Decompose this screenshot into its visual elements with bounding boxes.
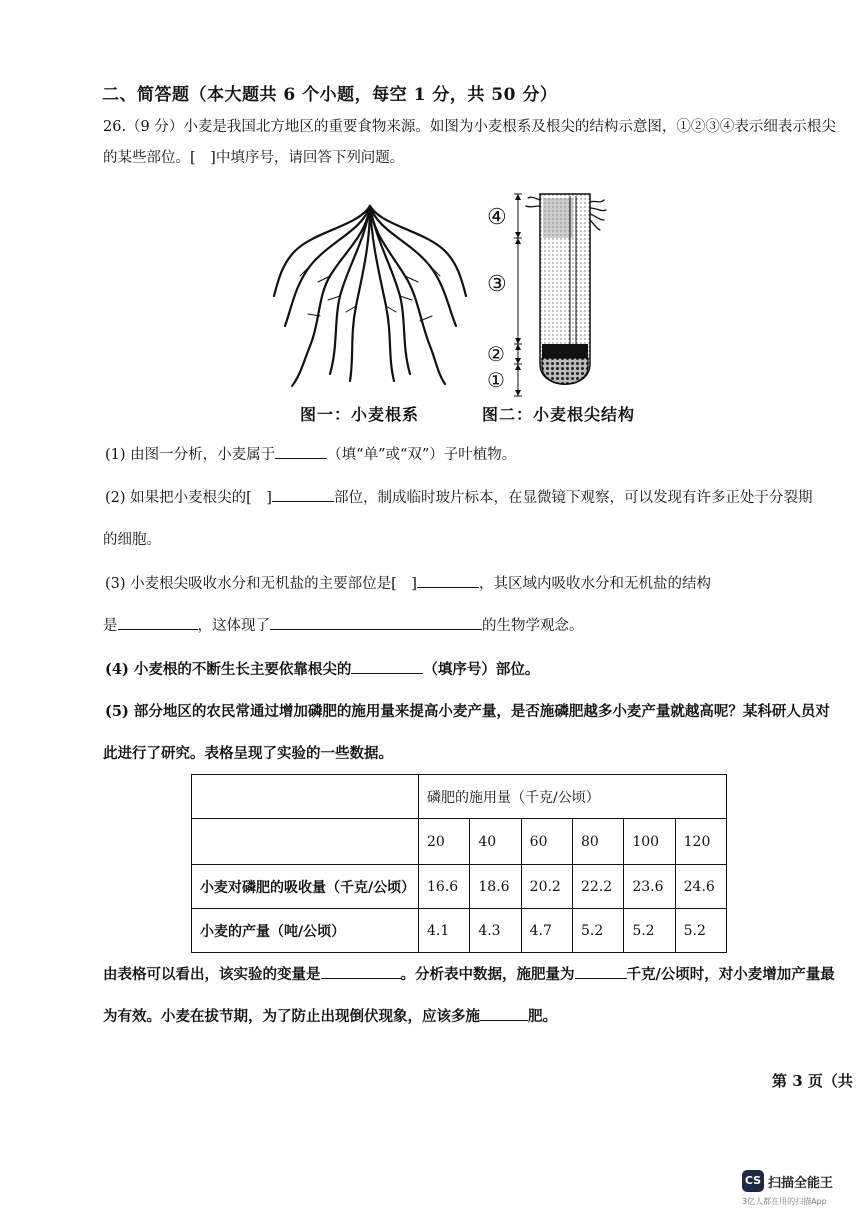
question-intro-line1: 26.（9 分）小麦是我国北方地区的重要食物来源。如图为小麦根系及根尖的结构示意图，①②③④表示细表示根尖 xyxy=(103,119,836,135)
table-cell: 5.2 xyxy=(624,909,675,953)
table-cell: 80 xyxy=(572,819,623,865)
figure2-caption: 图二：小麦根尖结构 xyxy=(482,405,636,424)
experiment-table xyxy=(191,774,727,953)
table-cell: 120 xyxy=(675,819,726,865)
table-row-amounts xyxy=(192,819,727,865)
camscanner-logo-icon: CS xyxy=(742,1170,764,1192)
answer-blank-3c[interactable] xyxy=(270,615,482,630)
table-cell: 20 xyxy=(419,819,470,865)
table-row-absorption xyxy=(192,865,727,909)
answer-blank-5a[interactable] xyxy=(321,964,401,979)
question-3-cont: 是 ，这体现了 的生物学观念。 xyxy=(103,615,584,636)
page-number: 第 3 页（共 xyxy=(772,1072,853,1090)
table-cell: 18.6 xyxy=(470,865,521,909)
table-row-label: 小麦的产量（吨/公顷） xyxy=(192,909,419,953)
label-3: ③ xyxy=(487,272,507,297)
figure1-caption: 图一：小麦根系 xyxy=(300,405,420,424)
question-4: (4) 小麦根的不断生长主要依靠根尖的 （填序号）部位。 xyxy=(105,661,540,678)
table-cell: 4.7 xyxy=(521,909,572,953)
answer-blank-3a[interactable] xyxy=(417,573,479,588)
table-cell: 23.6 xyxy=(624,865,675,909)
table-cell: 40 xyxy=(470,819,521,865)
after-table-line2: 为有效。小麦在拔节期，为了防止出现倒伏现象，应该多施 肥。 xyxy=(103,1008,557,1025)
table-cell: 5.2 xyxy=(675,909,726,953)
table-cell: 24.6 xyxy=(675,865,726,909)
after-table-line1: 由表格可以看出，该实验的变量是 。分析表中数据，施肥量为 千克/公顷时，对小麦增加产量最 xyxy=(103,966,835,983)
question-5-line1: (5) 部分地区的农民常通过增加磷肥的施用量来提高小麦产量，是否施磷肥越多小麦产量就越高呢？某科研人员对 xyxy=(105,703,830,720)
question-1: (1) 由图一分析，小麦属于 （填“单”或“双”）子叶植物。 xyxy=(105,444,516,465)
question-2-cont: 的细胞。 xyxy=(103,532,161,548)
table-header: 磷肥的施用量（千克/公顷） xyxy=(419,775,727,819)
table-cell: 20.2 xyxy=(521,865,572,909)
table-cell: 4.3 xyxy=(470,909,521,953)
table-cell: 5.2 xyxy=(572,909,623,953)
table-row-yield xyxy=(192,909,727,953)
camscanner-tagline: 3亿人都在用的扫描App xyxy=(742,1197,827,1206)
table-row-label: 小麦对磷肥的吸收量（千克/公顷） xyxy=(192,865,419,909)
answer-blank-4[interactable] xyxy=(351,659,423,674)
label-2: ② xyxy=(487,342,505,366)
label-4: ④ xyxy=(487,205,507,230)
answer-blank-5b[interactable] xyxy=(575,964,627,979)
question-5-line2: 此进行了研究。表格呈现了实验的一些数据。 xyxy=(103,745,393,762)
question-2: (2) 如果把小麦根尖的[ ] 部位，制成临时玻片标本，在显微镜下观察，可以发现有许多正处于分裂期 xyxy=(105,487,812,508)
section-title: 二、简答题（本大题共 6 个小题，每空 1 分，共 50 分） xyxy=(102,85,558,105)
table-cell: 4.1 xyxy=(419,909,470,953)
table-cell: 22.2 xyxy=(572,865,623,909)
question-3: (3) 小麦根尖吸收水分和无机盐的主要部位是[ ] ，其区域内吸收水分和无机盐的结构 xyxy=(105,573,711,594)
camscanner-name: 扫描全能王 xyxy=(768,1176,834,1191)
label-1: ① xyxy=(487,368,505,392)
wheat-root-system-figure xyxy=(270,196,470,391)
table-cell: 100 xyxy=(624,819,675,865)
answer-blank-3b[interactable] xyxy=(118,615,198,630)
answer-blank-2[interactable] xyxy=(272,487,334,502)
question-intro-line2: 的某些部位。[ ]中填序号，请回答下列问题。 xyxy=(103,150,405,166)
table-cell: 60 xyxy=(521,819,572,865)
table-corner xyxy=(192,775,419,819)
table-cell: 16.6 xyxy=(419,865,470,909)
answer-blank-5c[interactable] xyxy=(480,1006,528,1021)
answer-blank-1[interactable] xyxy=(275,444,327,459)
